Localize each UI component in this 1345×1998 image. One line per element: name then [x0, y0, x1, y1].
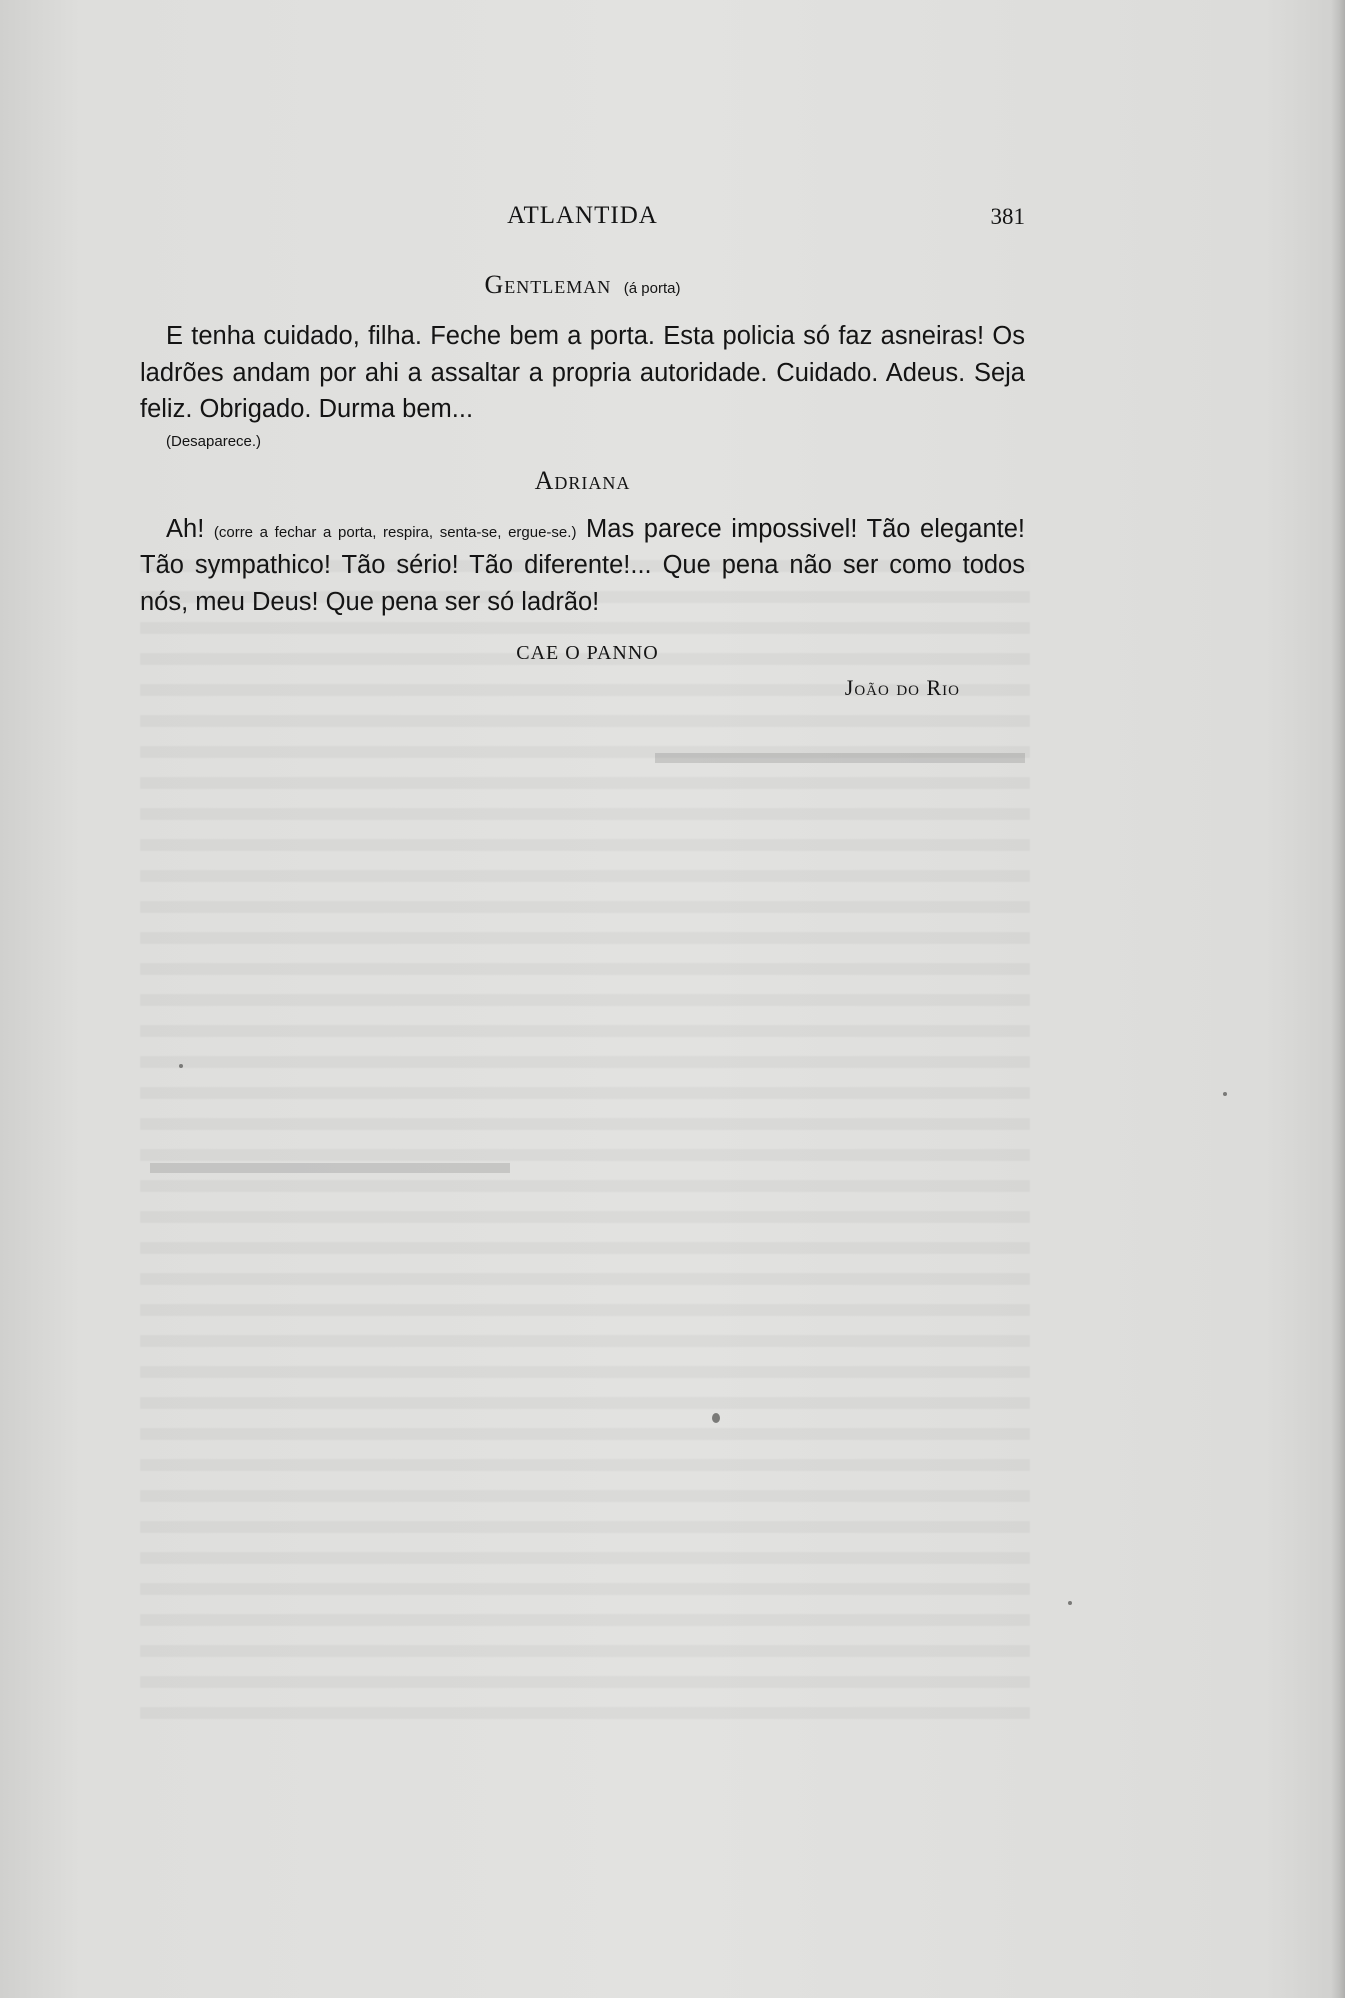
page-number: 381: [990, 204, 1025, 229]
paper-speck: [1223, 1092, 1227, 1096]
speaker-name-adriana: Adriana: [534, 465, 631, 495]
speaker-heading: [140, 270, 1025, 304]
paper-speck: [712, 1413, 720, 1423]
show-through-text: [140, 560, 1030, 1720]
speaker-name-gentleman: Gentleman: [484, 270, 612, 299]
show-through-rule: [150, 1163, 510, 1173]
paper-speck: [1068, 1601, 1072, 1605]
page-edge-shadow: [1331, 0, 1345, 1998]
show-through-rule: [655, 753, 1025, 763]
speech-text: Ah!: [166, 514, 205, 543]
speech-text: E tenha cuidado, filha. Feche bem a porta. Esta policia só faz asneiras! Os ladrões andam por ahi a assaltar a propria autoridade. Cuidado. Adeus. Seja feliz. Obrigado. Durma bem...: [140, 322, 1025, 423]
author-signature: João do Rio: [844, 675, 960, 700]
stage-direction: (Desaparece.): [166, 432, 262, 450]
stage-direction: (corre a fechar a porta, respira, senta-se, ergue-se.): [213, 523, 577, 541]
running-title: ATLANTIDA: [507, 202, 658, 229]
speech-text: Mas parece impossivel! Tão elegante! Tão sympathico! Tão sério! Tão diferente!... Que pena não ser como todos nós, meu Deus! Que pena ser só ladrão!: [140, 514, 1025, 616]
curtain-line: CAE O PANNO: [516, 642, 659, 664]
speech-gentleman: [140, 318, 1025, 452]
play-text: [140, 270, 1025, 708]
paper-speck: [179, 1064, 183, 1068]
stage-direction: (á porta): [623, 280, 681, 297]
speech-adriana: [140, 511, 1025, 621]
speaker-heading: [140, 466, 1025, 497]
page-header: [140, 202, 1025, 238]
